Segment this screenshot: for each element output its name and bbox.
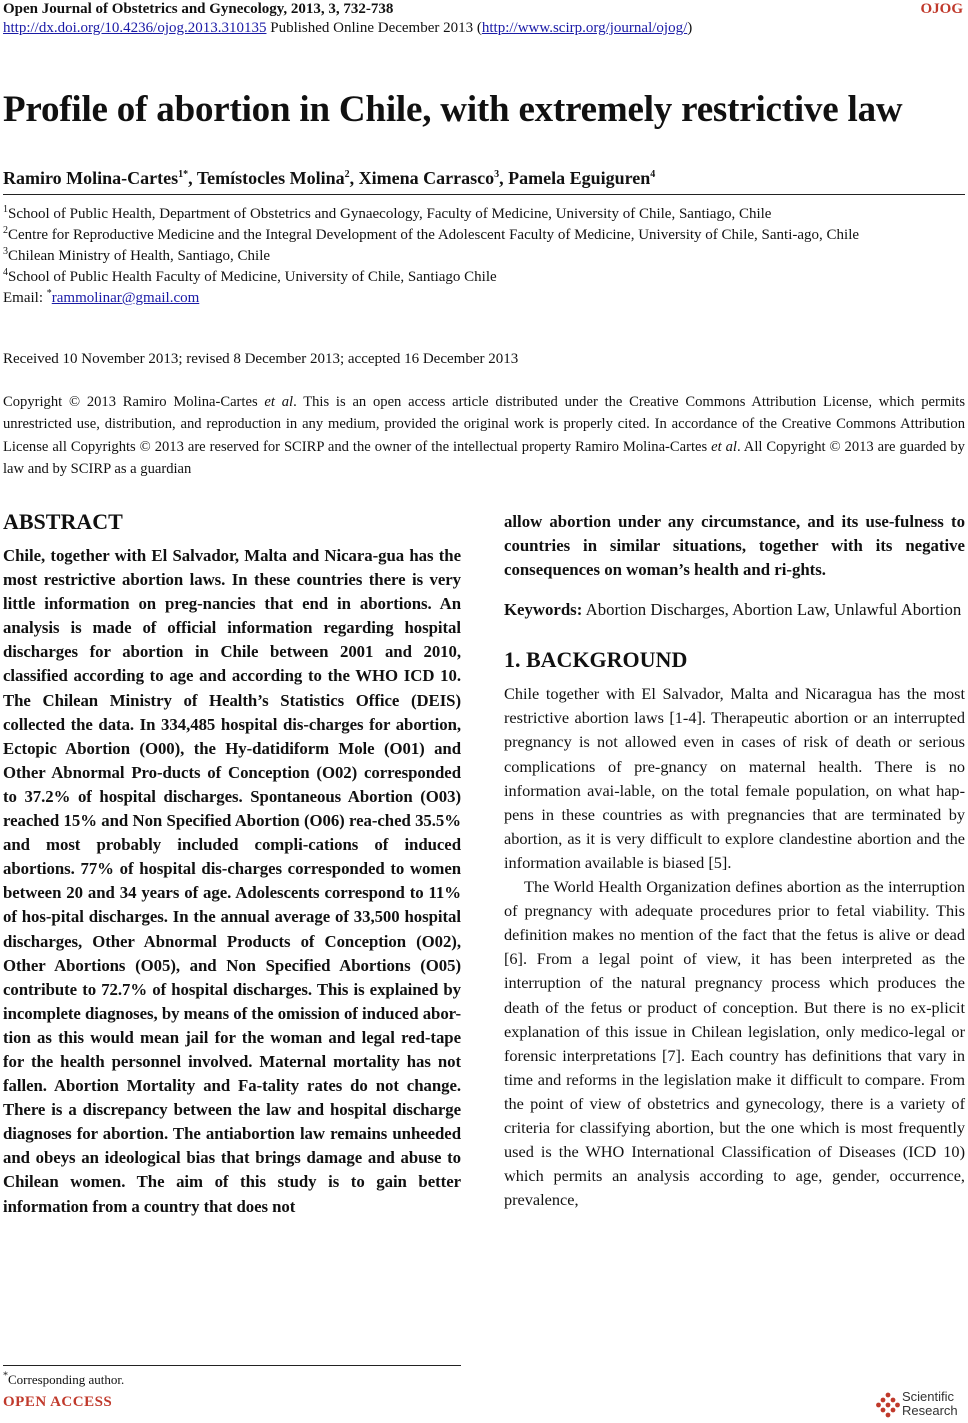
close-paren: ) [687,20,693,36]
author-name: Ramiro Molina-Cartes [3,168,179,188]
journal-abbrev: OJOG [920,1,963,17]
doi-link[interactable]: http://dx.doi.org/10.4236/ojog.2013.310135 [3,20,267,36]
published-text: Published Online December 2013 ( [266,20,482,36]
author-sep: , [188,168,197,188]
right-column [504,510,965,1212]
email-link[interactable]: rammolinar@gmail.com [51,290,200,306]
open-access-label: OPEN ACCESS [3,1394,113,1410]
author-list [3,166,963,190]
journal-link[interactable]: http://www.scirp.org/journal/ojog/ [481,20,688,36]
journal-header [3,0,963,18]
affiliations [3,204,965,309]
affiliation-1: $^1$School of Public Health, Department of Obstetrics and Gynaecology, Faculty of Medicine, University of Chile, Santiago, Chile [3,204,772,222]
keywords-text: Abortion Discharges, Abortion Law, Unlawful Abortion [582,600,962,620]
abstract-heading: ABSTRACT [3,509,123,534]
author-name: Temístocles Molina [196,168,345,188]
copyright-notice: Copyright © 2013 Ramiro Molina-Cartes et al. This is an open access article distributed under the Creative Commons Attribution License, which permits unrestricted use, distribution, and reproduction in any medium, provided the original work is properly cited. In accordance of the Creative Commons Attribution License all Copyrights © 2013 are reserved for SCIRP and the owner of the intellectual property Ramiro Molina-Cartes et al. All Copyright © 2013 are guarded by law and by SCIRP as a guardian [3,394,965,478]
footnote: *Corresponding author. [3,1370,125,1387]
received-dates: Received 10 November 2013; revised 8 December 2013; accepted 16 December 2013 [3,351,519,367]
background-paragraph-1: Chile together with El Salvador, Malta and Nicaragua has the most restrictive abortion laws [1-4]. Therapeutic abortion or an interrupted pregnancy is not allowed even in cases of risk of death or serious complications of pre-gnancy on maternal health. There is no information avai-lable, on the total female population, on what hap- pens in these countries as with pregnancies that are terminated by abortion, as it is very difficult to explore clandestine abortion and the information available is biased [5]. [504,684,965,872]
doi-line [3,19,963,37]
title-divider [3,194,965,195]
paper-title: Profile of abortion in Chile, with extremely restrictive law [3,89,903,130]
logo-text: Scientific Research [902,1389,958,1418]
abstract-text: Chile, together with El Salvador, Malta and Nicara-gua has the most restrictive abortion laws. In these countries there is very little information on preg-nancies that end in abortions. An analysis is made of official information regarding hospital discharges for abortion in Chile between 2001 and 2010, classified according to age and according to the WHO ICD 10. The Chilean Ministry of Health’s Statistics Office (DEIS) collected the data. In 334,485 hospital dis-charges for abortion, Ectopic Abortion (O00), the Hy-datidiform Mole (O01) and Other Abnormal Pro-ducts of Conception (O02) corresponded to 37.2% of hospital discharges. Spontaneous Abortion (O03) reached 15% and Non Specified Abortion (O06) rea-ched 35.5% and most probably included compli-cations of induced abortions. 77% of hospital dis-charges corresponded to women between 20 and 34 years of age. Adolescents correspond to 11% of hos-pital discharges. In the annual average of 33,500 hospital discharges, Other Abnormal Products of Conception (O02), Other Abortions (O05), and Non Specified Abortions (O05) contribute to 72.7% of hospital discharges. This is explained by incomplete diagnoses, by means of the omission of induced abor-tion as this would mean jail for the woman and legal red-tape for the health personnel involved. Maternal mortality has not fallen. Abortion Mortality and Fa-tality rates do not change. There is a discrepancy between the law and hospital discharge diagnoses for abortion. The antiabortion law remains unheeded and obeys an ideological bias that brings damage and abuse to Chilean women. The aim of this study is to gain better information from a country that does not [3,546,461,1216]
author-sup: 1* [178,169,189,180]
footnote-divider [3,1365,461,1366]
email-line: Email: *rammolinar@gmail.com [3,288,200,306]
background-body [504,682,965,1212]
background-paragraph-2: The World Health Organization defines abortion as the interruption of pregnancy with adequate procedures prior to fetal viability. This definition makes no mention of the fact that the fetus is alive or dead [6]. From a legal point of view, it has been interpreted as the interruption of the natural pregnancy process which produces the death of the fetus or product of conception. But there is no ex-plicit explanation of this issue in Chilean legislation, only medico-legal or forensic interpretations [7]. Each country has definitions that vary in time and reforms in the legislation make it difficult to compare. From the point of view of obstetrics and gynecology, there is a variety of criteria for classifying abortion, but the one which is most frequently used is the WHO International Classification of Diseases (ICD 10) which permits an analysis according to age, gender, occurrence, prevalence, [504,877,965,1210]
author-name: Ximena Carrasco [358,168,495,188]
affiliation-2: $^2$Centre for Reproductive Medicine and the Integral Development of the Adolescent Faculty of Medicine, University of Chile, Santi-ago, Chile [3,225,860,243]
author-sep: , [349,168,359,188]
author-sup: 3 [494,169,500,180]
scientific-research-logo-icon [876,1392,900,1420]
publisher-logo [876,1390,966,1420]
affiliation-4: $^4$School of Public Health Faculty of Medicine, University of Chile, Santiago Chile [3,267,497,285]
author-name: Pamela Eguiguren [508,168,651,188]
author-sup: 2 [344,169,350,180]
keywords [504,598,965,622]
author-sup: 4 [650,169,656,180]
keywords-label: Keywords: [504,600,583,620]
author-sep: , [499,168,509,188]
abstract-continued: allow abortion under any circumstance, and its use-fulness to countries in similar situations, together with its negative consequences on woman’s health and ri-ghts. [504,512,965,580]
left-column [3,508,461,1219]
affiliation-3: $^3$Chilean Ministry of Health, Santiago, Chile [3,246,271,264]
journal-citation: Open Journal of Obstetrics and Gynecology, 2013, 3, 732-738 [3,1,394,17]
background-heading: 1. BACKGROUND [504,647,688,673]
